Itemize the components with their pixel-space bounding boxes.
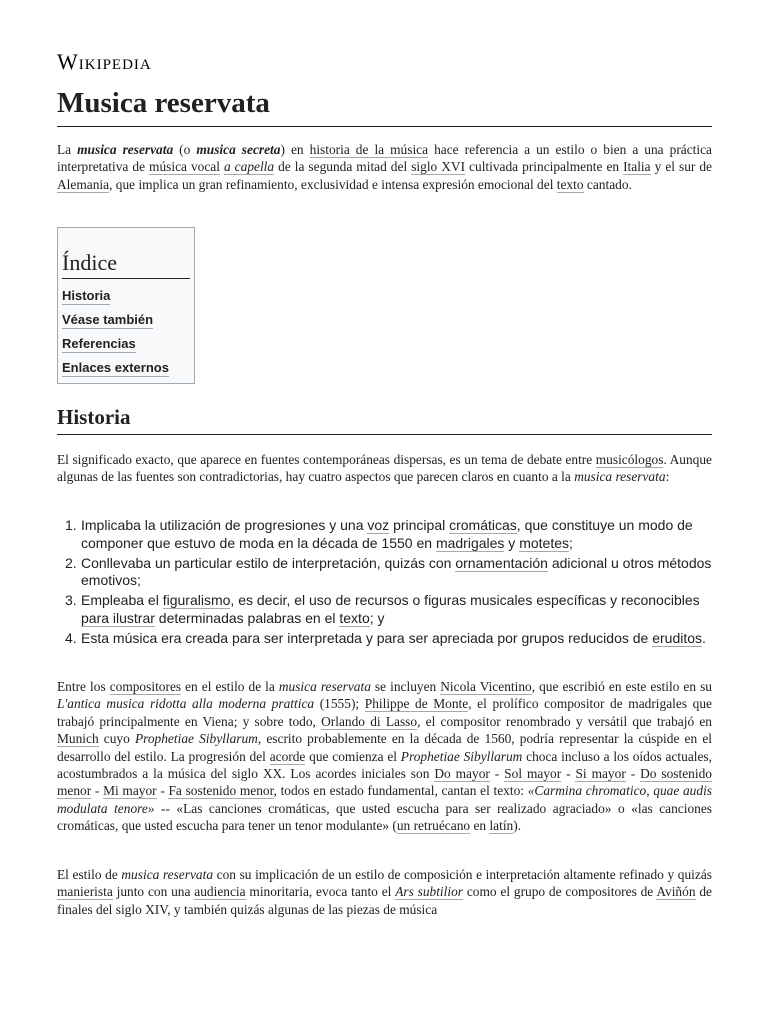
- paragraph-text: en: [470, 818, 490, 834]
- link-para-ilustrar[interactable]: para ilustrar: [81, 609, 155, 626]
- link-eruditos[interactable]: eruditos: [652, 629, 703, 646]
- paragraph-text: -: [91, 783, 104, 799]
- list-number: 1.: [65, 517, 77, 533]
- link-historia-musica[interactable]: historia de la música: [309, 142, 429, 157]
- aspects-list: [57, 517, 712, 650]
- section-heading-historia: Historia: [57, 404, 712, 435]
- paragraph-text: El estilo de: [57, 867, 122, 882]
- list-number: 4.: [65, 629, 77, 646]
- paragraph-text: , que escribió en este estilo en su: [531, 679, 712, 694]
- intro-text: , que implica un gran refinamiento, exclusividad e intensa expresión emocional del: [109, 176, 557, 192]
- list-text: Conllevaba un particular estilo de interpretación, quizás con: [81, 554, 456, 571]
- historia-paragraph-2: [57, 678, 712, 835]
- list-text: ;: [569, 534, 573, 551]
- paragraph-text: con su implicación de un estilo de composición e interpretación altamente refinado y quizás: [213, 867, 712, 882]
- toc-title: Índice: [62, 250, 190, 279]
- list-number: 2.: [65, 554, 77, 571]
- intro-text: (o: [173, 142, 197, 157]
- paragraph-text: , todos en estado fundamental, cantan el texto:: [273, 783, 528, 799]
- link-fa-sostenido-menor[interactable]: Fa sostenido menor: [168, 783, 274, 799]
- paragraph-text: cuyo: [98, 731, 135, 747]
- toc-item-referencias[interactable]: Referencias: [62, 336, 136, 351]
- paragraph-text: en el estilo de la: [181, 679, 279, 694]
- paragraph-text: se incluyen: [370, 679, 441, 694]
- paragraph-text: que comienza el: [305, 748, 401, 764]
- historia-paragraph-3: [57, 866, 712, 918]
- list-text: , que constituye un modo de componer que estuvo de moda en la década de 1550 en: [81, 517, 693, 551]
- link-manierista[interactable]: manierista: [57, 884, 113, 900]
- toc-item-enlaces-externos[interactable]: Enlaces externos: [62, 360, 169, 375]
- link-a-capella-label: a capella: [223, 159, 275, 175]
- intro-term-reservata: musica reservata: [77, 142, 174, 157]
- link-ornamentacion[interactable]: ornamentación: [455, 554, 548, 571]
- link-avinon[interactable]: Aviñón: [656, 884, 696, 900]
- page-title: Musica reservata: [57, 84, 712, 127]
- list-text: Esta música era creada para ser interpretada y para ser apreciada por grupos reducidos de: [81, 629, 653, 646]
- toc-item-historia[interactable]: Historia: [62, 288, 111, 303]
- paragraph-text: :: [665, 469, 670, 485]
- list-text: ; y: [369, 609, 385, 626]
- list-number: 3.: [65, 592, 77, 609]
- paragraph-text: -: [489, 766, 505, 782]
- link-philippe-de-monte[interactable]: Philippe de Monte: [364, 696, 469, 712]
- list-text: .: [702, 629, 706, 646]
- link-retruecano[interactable]: un retruécano: [396, 818, 471, 834]
- paragraph-text: -- «Las canciones cromáticas, que usted escucha para ser realizado agraciado» o «las canciones cromáticas, que usted escucha para tener un tenor modulante» (: [57, 800, 713, 834]
- paragraph-text: de finales del siglo XIV, y también quizás algunas de las piezas de música: [57, 884, 712, 917]
- paragraph-text: -: [561, 766, 576, 782]
- list-item: [57, 555, 712, 591]
- quoted-text: «Carmina chromatico, quae audis modulata tenore»: [57, 783, 712, 816]
- work-title: Prophetiae Sibyllarum: [134, 731, 258, 747]
- link-mi-mayor[interactable]: Mi mayor: [103, 783, 157, 799]
- paragraph-text: como el grupo de compositores de: [463, 884, 657, 900]
- list-text: adicional u otros métodos emotivos;: [81, 554, 712, 589]
- list-text: Implicaba la utilización de progresiones y una: [81, 517, 368, 533]
- list-text: determinadas palabras en el: [154, 609, 340, 626]
- link-munich[interactable]: Munich: [57, 731, 99, 747]
- paragraph-text: El significado exacto, que aparece en fuentes contemporáneas dispersas, es un tema de debate entre: [57, 452, 596, 467]
- link-alemania[interactable]: Alemania: [57, 176, 110, 192]
- list-item: [57, 592, 712, 628]
- link-madrigales[interactable]: madrigales: [435, 534, 505, 551]
- intro-text: La: [57, 142, 78, 157]
- intro-text: cantado.: [583, 176, 632, 192]
- wikipedia-wordmark[interactable]: Wikipedia: [57, 49, 152, 74]
- paragraph-text: -: [625, 766, 641, 782]
- list-text: y: [504, 534, 520, 551]
- term-musica-reservata: musica reservata: [574, 469, 666, 485]
- paragraph-text: , el compositor renombrado y versátil que trabajó en: [417, 713, 712, 729]
- link-sol-mayor[interactable]: Sol mayor: [504, 766, 562, 782]
- list-text: principal: [389, 517, 450, 533]
- intro-text: hace referencia a un estilo o bien a una práctica interpretativa de: [57, 142, 712, 175]
- list-item: [57, 630, 712, 648]
- list-item: [57, 517, 712, 553]
- paragraph-text: . Aunque algunas de las fuentes son contradictorias, hay cuatro aspectos que parecen claros en cuanto a la: [57, 452, 713, 485]
- link-do-mayor[interactable]: Do mayor: [434, 766, 490, 782]
- link-cromaticas[interactable]: cromáticas: [449, 517, 517, 533]
- link-texto[interactable]: texto: [556, 176, 584, 192]
- link-si-mayor[interactable]: Si mayor: [575, 766, 626, 782]
- intro-paragraph: [57, 141, 712, 193]
- paragraph-text: -: [156, 783, 169, 799]
- paragraph-text: , escrito probablemente en la década de 1560, podría representar la cúspide en el desarrollo del estilo. La progresión del: [57, 731, 712, 764]
- paragraph-text: ).: [513, 818, 522, 834]
- paragraph-text: choca incluso a los oídos actuales, acostumbrados a la música del siglo XX. Los acordes iniciales son: [57, 748, 712, 782]
- paragraph-text: minoritaria, evoca tanto el: [245, 884, 396, 900]
- link-musica-vocal[interactable]: música vocal: [149, 159, 220, 175]
- paragraph-text: junto con una: [112, 884, 195, 900]
- link-a-capella[interactable]: [224, 159, 274, 175]
- paragraph-text: Entre los: [57, 679, 110, 694]
- term-musica-reservata: musica reservata: [278, 679, 371, 694]
- link-motetes[interactable]: motetes: [519, 534, 570, 551]
- term-musica-reservata: musica reservata: [121, 867, 214, 882]
- work-title: L'antica musica ridotta alla moderna prattica: [57, 696, 315, 712]
- intro-text: y el sur de: [650, 159, 712, 175]
- link-voz[interactable]: voz: [367, 517, 390, 533]
- intro-text: cultivada principalmente en: [465, 159, 624, 175]
- work-title: Prophetiae Sibyllarum: [400, 748, 523, 764]
- link-nicola-vicentino[interactable]: Nicola Vicentino: [440, 679, 532, 694]
- link-musicologos[interactable]: musicólogos: [595, 452, 664, 467]
- link-ars-subtilior[interactable]: [395, 884, 463, 900]
- intro-text: ) en: [280, 142, 310, 157]
- link-do-sostenido-menor[interactable]: Do sostenido menor: [57, 766, 712, 799]
- paragraph-text: (1555);: [314, 696, 365, 712]
- link-compositores[interactable]: compositores: [109, 679, 182, 694]
- list-text: , es decir, el uso de recursos o figuras musicales específicas y reconocibles: [230, 592, 700, 609]
- link-ars-subtilior-label: Ars subtilior: [395, 884, 463, 900]
- toc-item-vease-tambien[interactable]: Véase también: [62, 312, 154, 327]
- link-latin[interactable]: latín: [489, 818, 514, 834]
- link-texto-2[interactable]: texto: [339, 609, 370, 626]
- link-acorde[interactable]: acorde: [269, 748, 306, 764]
- link-italia[interactable]: Italia: [623, 159, 651, 175]
- intro-text: de la segunda mitad del: [274, 159, 412, 175]
- link-audiencia[interactable]: audiencia: [194, 884, 246, 900]
- historia-paragraph-1: [57, 451, 712, 486]
- table-of-contents: [57, 227, 195, 384]
- link-siglo-xvi[interactable]: siglo XVI: [411, 159, 466, 175]
- paragraph-text: , el prolífico compositor de madrigales que trabajó principalmente en Viena; y sobre todo,: [57, 696, 712, 729]
- intro-term-secreta: musica secreta: [196, 142, 281, 157]
- link-orlando-di-lasso[interactable]: Orlando di Lasso: [321, 713, 418, 729]
- link-figuralismo[interactable]: figuralismo: [162, 592, 231, 609]
- list-text: Empleaba el: [81, 592, 163, 609]
